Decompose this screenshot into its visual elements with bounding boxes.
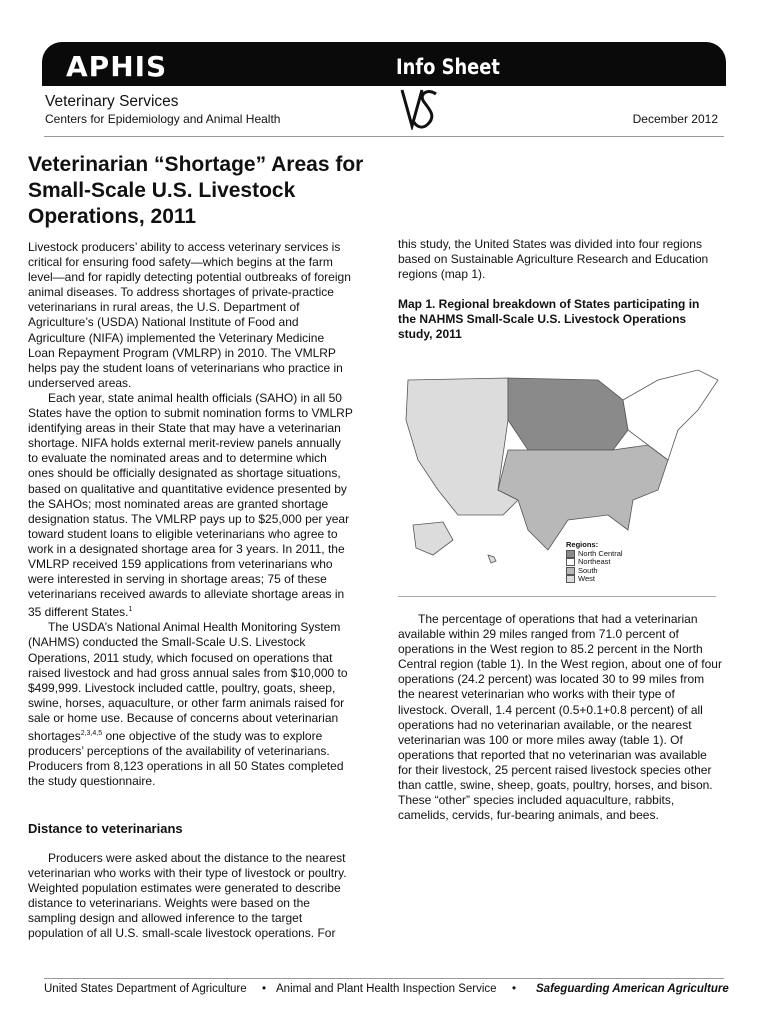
footnote-ref: 2,3,4,5 <box>80 730 103 737</box>
legend-item: West <box>566 575 623 584</box>
legend-swatch <box>566 567 575 575</box>
legend-swatch <box>566 550 575 558</box>
saho-paragraph: Each year, state animal health officials (SAHO) in all 50 States have the option to submit nomination forms to VMLRP identifying areas in their State that may have a veterinarian shortage. NIFA holds external merit-review panels annually to evaluate the nominated areas and to determine which ones should be officially designated as shortage situations, based on qualitative and quantitative evidence presented by the SAHOs; most nominated areas are granted shortage designation status. The VMLRP pays up to $25,000 per year toward student loans to eligible veterinarians who agree to work in a designated shortage area for 3 years. In 2011, the VMLRP received 159 applications from veterinarians who were interested in serving in shortage areas; 75 of these veterinarians received awards to alleviate shortage areas in 35 different States.$^1$ <box>28 390 353 620</box>
vs-logo-icon <box>400 86 442 130</box>
north-central-region <box>508 378 628 450</box>
legend-swatch <box>566 558 575 566</box>
percentage-paragraph: The percentage of operations that had a veterinarian available within 29 miles ranged from 71.0 percent of operations in the West region to 85.2 percent in the North Central region (table 1). In the West region, about one of four operations (24.2 percent) was located 30 to 99 miles from the nearest veterinarian who works with their type of livestock. Overall, 1.4 percent (0.5+0.1+0.8 percent) of all operations had no veterinarian available, or the nearest veterinarian was 100 or more miles away (table 1). Of operations that reported that no veterinarian was available for their livestock, 25 percent raised livestock species other than cattle, swine, sheep, goats, poultry, horses, and bison. These “other” species included aquaculture, rabbits, camelids, cervids, fur-bearing animals, and bees. <box>398 612 722 823</box>
footer-tagline: Safeguarding American Agriculture <box>536 983 729 995</box>
map-divider <box>398 596 716 597</box>
footnote-ref: 1 <box>128 606 133 614</box>
page-title: Veterinarian “Shortage” Areas for Small-Scale U.S. Livestock Operations, 2011 <box>28 153 364 228</box>
publication-date: December 2012 <box>632 112 718 126</box>
header-divider <box>44 136 724 137</box>
section-heading: Distance to veterinarians <box>28 821 183 836</box>
regions-paragraph: this study, the United States was divided into four regions based on Sustainable Agriculture Research and Education regions (map 1). <box>398 237 709 282</box>
info-sheet-label: Info Sheet <box>396 55 500 79</box>
map-legend <box>566 541 623 584</box>
legend-title: Regions: <box>566 540 599 549</box>
left-column <box>28 240 354 789</box>
footer-aphis: Animal and Plant Health Inspection Service <box>276 983 497 995</box>
legend-item: Northeast <box>566 558 623 567</box>
aphis-logo: APHIS <box>66 50 168 83</box>
west-region <box>406 378 518 515</box>
nahms-paragraph: The USDA’s National Animal Health Monitoring System (NAHMS) conducted the Small-Scale U.S. Livestock Operations, 2011 study, which focused on operations that raised livestock and had gross annual sales from $10,000 to $499,999. Livestock included cattle, poultry, goats, sheep, swine, horses, aquaculture, or other farm animals raised for sale or home use. Because of concerns about veterinarian shortages$^{2,3,4,5}$ one objective of the study was to explore producers’ perceptions of the availability of veterinarians. Producers from 8,123 operations in all 50 States completed the study questionnaire. <box>28 620 348 789</box>
unit-name: Veterinary Services <box>45 93 179 110</box>
legend-swatch <box>566 575 575 583</box>
intro-paragraph: Livestock producers’ ability to access veterinary services is critical for ensuring food safety—which begins at the farm level—and for rapidly detecting potential outbreaks of foreign animal diseases. To address shortages of private-practice veterinarians in rural areas, the U.S. Department of Agriculture’s (USDA) National Institute of Food and Agriculture (NIFA) implemented the Veterinary Medicine Loan Repayment Program (VMLRP) in 2010. The VMLRP helps pay the student loans of veterinarians who practice in underserved areas. <box>28 240 351 390</box>
south-region <box>498 445 668 550</box>
footer-usda: United States Department of Agriculture <box>44 983 247 995</box>
legend-item: North Central <box>566 550 623 559</box>
legend-item: South <box>566 567 623 576</box>
center-name: Centers for Epidemiology and Animal Health <box>45 112 281 126</box>
footer-bullet: • <box>262 983 267 995</box>
alaska-shape <box>413 522 453 555</box>
map-caption: Map 1. Regional breakdown of States participating in the NAHMS Small-Scale U.S. Livestock Operations study, 2011 <box>398 297 700 341</box>
footer-divider <box>44 978 724 979</box>
us-regions-map <box>398 350 728 590</box>
distance-paragraph: Producers were asked about the distance to the nearest veterinarian who works with their type of livestock or poultry. Weighted population estimates were generated to describe distance to veterinarians. Weights were based on the sampling design and allowed inference to the target population of all U.S. small-scale livestock operations. For <box>28 851 347 941</box>
hawaii-shape <box>488 555 496 563</box>
footer-bullet: • <box>512 983 517 995</box>
